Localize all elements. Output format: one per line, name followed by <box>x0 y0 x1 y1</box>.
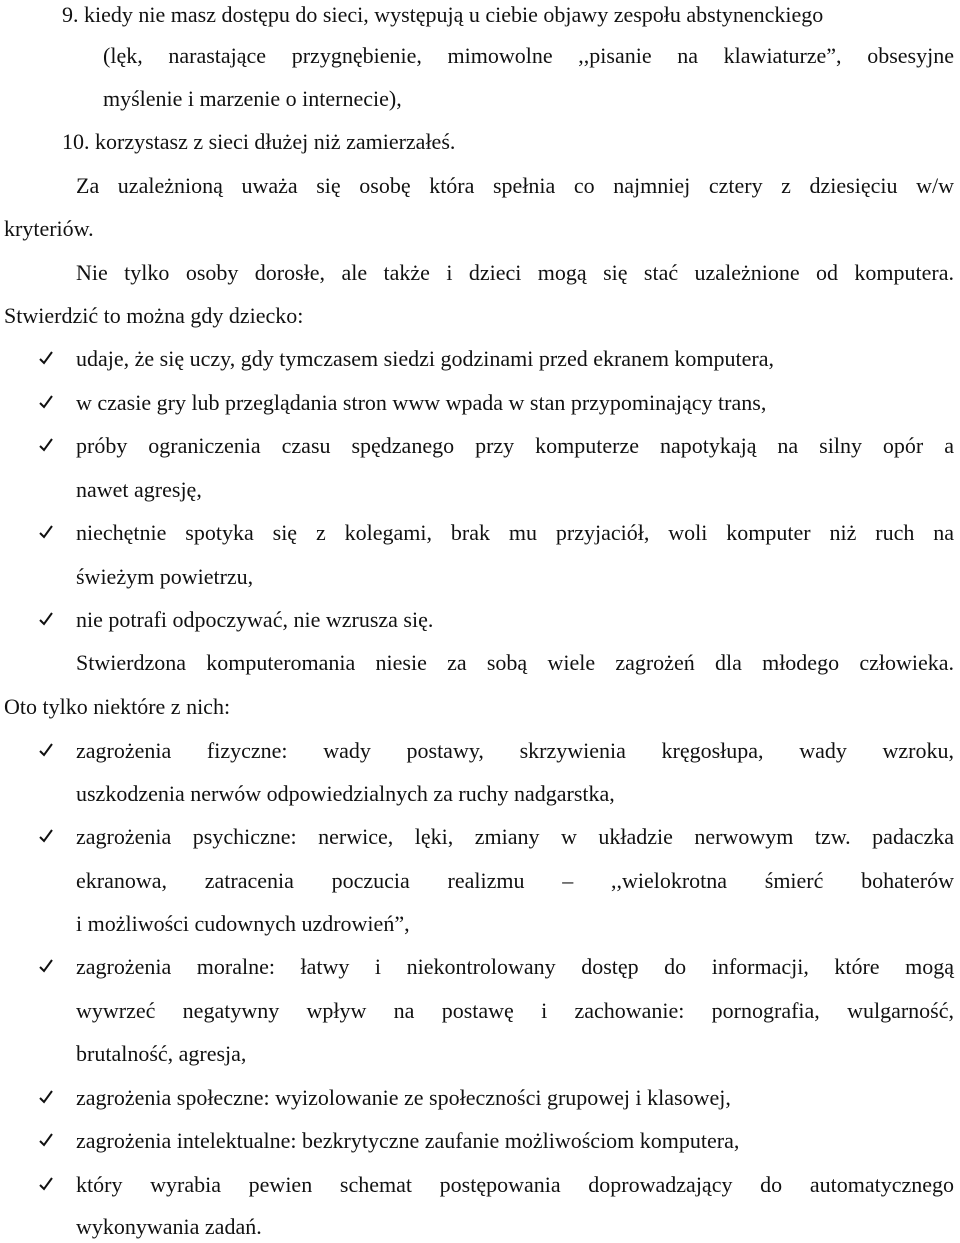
paragraph-children-line-1: Nie tylko osoby dorosłe, ale także i dzieci mogą się stać uzależnione od komputera. <box>76 260 954 285</box>
checkmark-icon <box>38 1126 56 1156</box>
list-item-text: udaje, że się uczy, gdy tymczasem siedzi godzinami przed ekranem komputera, <box>76 346 775 371</box>
checkmark-icon <box>38 822 56 852</box>
checkmark-icon <box>38 518 56 548</box>
list-item-9-line-3: myślenie i marzenie o internecie), <box>103 86 402 111</box>
list-item-text-continuation: uszkodzenia nerwów odpowiedzialnych za ruchy nadgarstka, <box>76 781 615 806</box>
checkmark-icon <box>38 388 56 418</box>
checkmark-icon <box>38 431 56 461</box>
paragraph-criteria-line-1: Za uzależnioną uważa się osobę która spełnia co najmniej cztery z dziesięciu w/w <box>76 173 954 198</box>
list-item-text-continuation: nawet agresję, <box>76 477 202 502</box>
list-item-text-continuation: wykonywania zadań. <box>76 1214 262 1239</box>
list-item-text: zagrożenia społeczne: wyizolowanie ze społeczności grupowej i klasowej, <box>76 1085 731 1110</box>
paragraph-threats-line-1: Stwierdzona komputeromania niesie za sobą wiele zagrożeń dla młodego człowieka. <box>76 650 954 675</box>
list-item-text: próby ograniczenia czasu spędzanego przy komputerze napotykają na silny opór a <box>76 433 954 458</box>
checkmark-icon <box>38 605 56 635</box>
checkmark-icon <box>38 952 56 982</box>
list-item-text-continuation: i możliwości cudownych uzdrowień”, <box>76 911 410 936</box>
list-item-text: zagrożenia intelektualne: bezkrytyczne zaufanie możliwościom komputera, <box>76 1128 740 1153</box>
list-item-text: który wyrabia pewien schemat postępowania doprowadzający do automatycznego <box>76 1172 954 1197</box>
list-item-text: niechętnie spotyka się z kolegami, brak mu przyjaciół, woli komputer niż ruch na <box>76 520 954 545</box>
paragraph-threats-line-2: Oto tylko niektóre z nich: <box>4 694 231 719</box>
list-item-text: w czasie gry lub przeglądania stron www wpada w stan przypominający trans, <box>76 390 767 415</box>
checkmark-icon <box>38 1170 56 1200</box>
paragraph-criteria-line-2: kryteriów. <box>4 216 94 241</box>
checkmark-icon <box>38 1083 56 1113</box>
list-item-9-line-1: 9. kiedy nie masz dostępu do sieci, występują u ciebie objawy zespołu abstynenckiego <box>62 2 824 27</box>
list-item-text: zagrożenia fizyczne: wady postawy, skrzywienia kręgosłupa, wady wzroku, <box>76 738 954 763</box>
list-item-text-continuation: świeżym powietrzu, <box>76 564 254 589</box>
checkmark-icon <box>38 736 56 766</box>
list-item-text-continuation: wywrzeć negatywny wpływ na postawę i zachowanie: pornografia, wulgarność, <box>76 998 954 1023</box>
list-item-9-line-2: (lęk, narastające przygnębienie, mimowolne ,,pisanie na klawiaturze”, obsesyjne <box>103 43 954 68</box>
list-item-10: 10. korzystasz z sieci dłużej niż zamierzałeś. <box>62 129 456 154</box>
list-item-text: zagrożenia psychiczne: nerwice, lęki, zmiany w układzie nerwowym tzw. padaczka <box>76 824 954 849</box>
list-item-text: nie potrafi odpoczywać, nie wzrusza się. <box>76 607 434 632</box>
list-item-text-continuation: ekranowa, zatracenia poczucia realizmu – ,,wielokrotna śmierć bohaterów <box>76 868 954 893</box>
list-item-text-continuation: brutalność, agresja, <box>76 1041 247 1066</box>
paragraph-children-line-2: Stwierdzić to można gdy dziecko: <box>4 303 304 328</box>
list-item-text: zagrożenia moralne: łatwy i niekontrolowany dostęp do informacji, które mogą <box>76 954 954 979</box>
checkmark-icon <box>38 344 56 374</box>
